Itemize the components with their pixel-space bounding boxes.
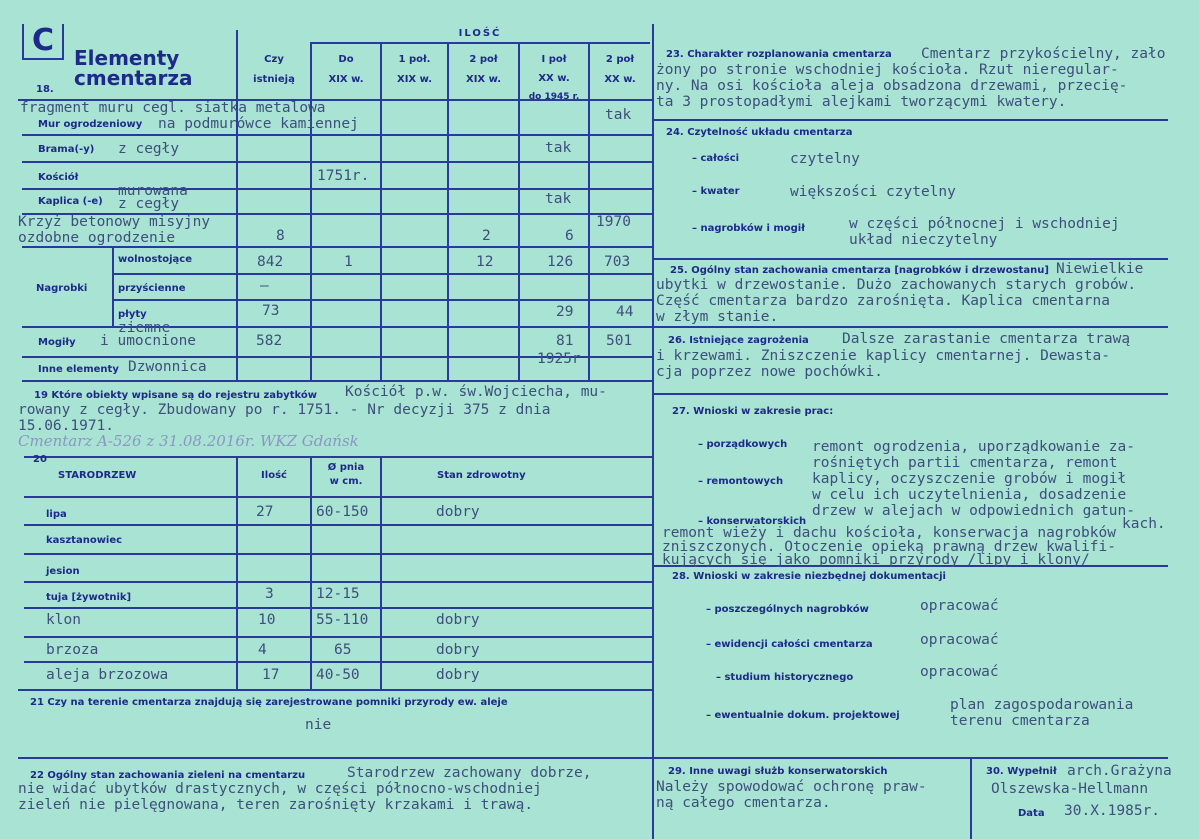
sec24-nagrobkow-label: – nagrobków i mogił — [692, 223, 805, 234]
mur-2polxx-value: tak — [605, 107, 632, 123]
sec24-nagrobkow-value-1: w części północnej i wschodniej — [849, 216, 1120, 232]
sec22-text-3: zieleń nie pielęgnowana, teren zarośnięty krzakami i trawą. — [18, 797, 534, 813]
tree-name: kasztanowiec — [46, 535, 123, 546]
sec21-answer: nie — [305, 717, 332, 733]
sec28-d-value-1: plan zagospodarowania — [950, 697, 1134, 713]
sec24-nagrobkow-value-2: układ nieczytelny — [849, 232, 998, 248]
col-2pol-xix-header — [449, 50, 518, 90]
tree-name: klon — [46, 612, 81, 628]
sec27-text-3: kaplicy, oczyszczenie grobów i mogił — [812, 471, 1127, 487]
kosciol-label: Kościół — [38, 172, 79, 183]
wolno-2polxx-value: 703 — [604, 254, 631, 270]
wolno-2polxix-value: 12 — [476, 254, 494, 270]
wolno-count-value: 842 — [257, 254, 284, 270]
przyscienne-label: przyścienne — [118, 283, 186, 294]
mogily-1polxx-value: 81 — [556, 333, 574, 349]
tree-count: 3 — [265, 586, 274, 602]
ilosc-header: ILOŚĆ — [458, 28, 502, 39]
plyty-2polxx-value: 44 — [616, 304, 634, 320]
sec21-label: 21 Czy na terenie cmentarza znajdują się zarejestrowane pomniki przyrody ew. aleje — [30, 697, 508, 708]
sec28-d-label: – ewentualnie dokum. projektowej — [706, 710, 900, 721]
col-1pol-xx-header — [520, 50, 588, 107]
sec20-number: 20 — [33, 454, 47, 465]
col-do-xix-header — [312, 50, 380, 90]
krzyz-1polxx-value: 6 — [565, 228, 574, 244]
nagrobki-label: Nagrobki — [36, 283, 88, 294]
col-exists-header — [238, 50, 310, 90]
sec28-b-value: opracować — [920, 632, 999, 648]
mogily-label: Mogiły — [38, 337, 76, 348]
title-line-2: cmentarza — [74, 66, 193, 90]
sec24-calosci-label: – całości — [692, 153, 740, 164]
sec22-text-1: Starodrzew zachowany dobrze, — [347, 765, 592, 781]
sec30-name-1: arch.Grażyna — [1067, 763, 1172, 779]
sec25-label: 25. Ogólny stan zachowania cmentarza [nagrobków i drzewostanu] — [670, 265, 1049, 276]
sec28-c-value: opracować — [920, 664, 999, 680]
sec19-handwritten-note: Cmentarz A-526 z 31.08.2016r. WKZ Gdańsk — [18, 432, 359, 450]
sec20-stan-header: Stan zdrowotny — [437, 470, 526, 481]
sec19-label: 19 Które obiekty wpisane są do rejestru zabytków — [34, 390, 317, 401]
pnia-line-1: Ø pnia — [327, 462, 365, 473]
krzyz-2polxix-value: 2 — [482, 228, 491, 244]
sec20-ilosc-header: Ilość — [261, 470, 287, 481]
col-2pol-xx-line-1: 2 poł — [605, 54, 635, 65]
inne-note: Dzwonnica — [128, 359, 207, 375]
sec27-text-7: remont wieży i dachu kościoła, konserwacja nagrobków — [662, 525, 1116, 541]
wolno-do-xix-value: 1 — [344, 254, 353, 270]
mogily-note-1: ziemne — [118, 320, 171, 336]
sec29-text-1: Należy spowodować ochronę praw- — [656, 779, 927, 795]
tree-health: dobry — [436, 612, 480, 628]
tree-name: jesion — [46, 566, 80, 577]
tree-trunk: 55-110 — [316, 612, 369, 628]
sec24-kwater-label: – kwater — [692, 186, 740, 197]
col-exists-line-2: istnieją — [253, 74, 295, 85]
wolnostojace-label: wolnostojące — [118, 254, 193, 265]
sec29-text-2: ną całego cmentarza. — [656, 795, 831, 811]
tree-name: tuja [żywotnik] — [46, 592, 132, 603]
sec28-b-label: – ewidencji całości cmentarza — [706, 639, 873, 650]
sec25-text-1: ubytki w drzewostanie. Dużo zachowanych starych grobów. — [656, 277, 1137, 293]
tree-count: 27 — [256, 504, 274, 520]
inne-label: Inne elementy — [38, 364, 119, 375]
sec27-label: 27. Wnioski w zakresie prac: — [672, 406, 834, 417]
sec30-name-2: Olszewska-Hellmann — [991, 781, 1149, 797]
sec30-date-label: Data — [1018, 808, 1045, 819]
kaplica-label: Kaplica (-e) — [38, 196, 103, 207]
kaplica-note-2: z cegły — [118, 196, 180, 212]
plyty-1polxx-value: 29 — [556, 304, 574, 320]
mogily-2polxx-value: 501 — [606, 333, 633, 349]
wolno-1polxx-value: 126 — [547, 254, 574, 270]
sec26-label: 26. Istniejące zagrożenia — [668, 335, 809, 346]
plyty-label: płyty — [118, 309, 147, 320]
kaplica-1polxx-value: tak — [545, 191, 572, 207]
col-1pol-xx-line-1: I poł — [541, 54, 567, 65]
sec23-text-1: Cmentarz przykościelny, zało — [921, 46, 1166, 62]
sec27-text-8: zniszczonych. Otoczenie opieką prawną drzew kwalifi- — [662, 539, 1116, 555]
col-do-xix-line-2: XIX w. — [328, 74, 364, 85]
col-2pol-xix-line-2: XIX w. — [465, 74, 502, 85]
sec30-label: 30. Wypełnił — [986, 766, 1057, 777]
col-1pol-xix-header — [382, 50, 447, 90]
inne-1polxx-value: 1925r — [537, 351, 581, 367]
section-number: 18. — [36, 84, 54, 95]
tree-trunk: 12-15 — [316, 586, 360, 602]
starodrzew-header: STARODRZEW — [58, 470, 137, 481]
sec25-text-0: Niewielkie — [1056, 261, 1144, 277]
col-2pol-xix-line-1: 2 poł — [469, 54, 498, 65]
sec23-text-2: żony po stronie wschodniej kościoła. Rzut nieregular- — [656, 62, 1119, 78]
col-exists-line-1: Czy — [264, 54, 284, 65]
col-1pol-xix-line-1: 1 poł. — [398, 54, 431, 65]
sec22-label: 22 Ogólny stan zachowania zieleni na cmentarzu — [30, 770, 306, 781]
kosciol-do-xix-value: 1751r. — [317, 168, 370, 184]
col-1pol-xix-line-2: XIX w. — [396, 74, 433, 85]
col-1pol-xx-line-3: do 1945 r. — [528, 92, 580, 102]
sec27-text-6: kach. — [1122, 516, 1166, 532]
sec24-calosci-value: czytelny — [790, 151, 860, 167]
tree-name: brzoza — [46, 642, 99, 658]
przyscienne-count-value: – — [260, 278, 269, 294]
sec23-text-3: ny. Na osi kościoła aleja obsadzona drzewami, przecię- — [656, 78, 1128, 94]
sec27-text-5: drzew w alejach w odpowiednich gatun- — [812, 503, 1136, 519]
krzyz-note-1: Krzyż betonowy misyjny — [18, 214, 211, 230]
sec27-kons-label: – konserwatorskich — [698, 516, 807, 527]
sec27-text-4: w celu ich uczytelnienia, dosadzenie — [812, 487, 1127, 503]
tree-count: 4 — [258, 642, 267, 658]
mogily-note-2: i umocnione — [100, 333, 197, 349]
sec27-text-1: remont ogrodzenia, uporządkowanie za- — [812, 439, 1136, 455]
col-2pol-xx-line-2: XX w. — [604, 74, 636, 85]
krzyz-count-value: 8 — [276, 228, 285, 244]
sec27-remo-label: – remontowych — [698, 476, 784, 487]
krzyz-2polxx-value: 1970 — [596, 214, 631, 230]
sec22-text-2: nie widać ubytków drastycznych, w części północno-wschodniej — [18, 781, 542, 797]
brama-note: z cegły — [118, 141, 180, 157]
tree-trunk: 65 — [334, 642, 352, 658]
mogily-count-value: 582 — [256, 333, 283, 349]
tree-health: dobry — [436, 642, 480, 658]
sec19-text-3: 15.06.1971. — [18, 418, 115, 434]
sec20-pnia-header — [312, 461, 380, 489]
tree-trunk: 40-50 — [316, 667, 360, 683]
sec24-kwater-value: większości czytelny — [790, 184, 956, 200]
tree-trunk: 60-150 — [316, 504, 369, 520]
tree-name: aleja brzozowa — [46, 667, 169, 683]
kaplica-note-1: murowana — [118, 183, 188, 199]
sec25-text-3: w złym stanie. — [656, 309, 779, 325]
sec26-text-0: Dalsze zarastanie cmentarza trawą — [842, 331, 1131, 347]
title-line-1: Elementy — [74, 46, 180, 70]
sec28-d-value-2: terenu cmentarza — [950, 713, 1090, 729]
tree-count: 17 — [262, 667, 280, 683]
sec19-text-2: rowany z cegły. Zbudowany po r. 1751. - Nr decyzji 375 z dnia — [18, 402, 551, 418]
sec28-a-value: opracować — [920, 598, 999, 614]
plyty-count-value: 73 — [262, 303, 280, 319]
sec27-text-2: rośniętych partii cmentarza, remont — [812, 455, 1118, 471]
col-1pol-xx-line-2: XX w. — [538, 73, 570, 84]
sec19-text-1: Kościół p.w. św.Wojciecha, mu- — [345, 384, 607, 400]
tree-health: dobry — [436, 504, 480, 520]
tree-name: lipa — [46, 509, 67, 520]
sec23-label: 23. Charakter rozplanowania cmentarza — [666, 49, 892, 60]
brama-1polxx-value: tak — [545, 140, 572, 156]
mur-label: Mur ogrodzeniowy — [38, 119, 143, 130]
sec27-text-9: kujących się jako pomniki przyrody /lipy i klony/ — [662, 552, 1090, 568]
tree-health: dobry — [436, 667, 480, 683]
col-2pol-xx-header — [590, 50, 650, 90]
sec25-text-2: Część cmentarza bardzo zarośnięta. Kaplica cmentarna — [656, 293, 1110, 309]
sec26-text-1: i krzewami. Zniszczenie kaplicy cmentarnej. Dewasta- — [656, 348, 1110, 364]
sec28-a-label: – poszczególnych nagrobków — [706, 604, 869, 615]
col-do-xix-line-1: Do — [338, 54, 354, 65]
mur-note-1: fragment muru cegl. siatka metalowa — [20, 100, 326, 116]
sec29-label: 29. Inne uwagi służb konserwatorskich — [668, 766, 888, 777]
sec26-text-2: cja poprzez nowe pochówki. — [656, 364, 883, 380]
sec30-date-value: 30.X.1985r. — [1064, 803, 1161, 819]
sec28-label: 28. Wnioski w zakresie niezbędnej dokumentacji — [672, 571, 946, 582]
tree-count: 10 — [258, 612, 276, 628]
sec24-label: 24. Czytelność układu cmentarza — [666, 127, 853, 138]
sec27-porz-label: – porządkowych — [698, 439, 788, 450]
brama-label: Brama(-y) — [38, 144, 95, 155]
sec28-c-label: – studium historycznego — [716, 672, 854, 683]
krzyz-note-2: ozdobne ogrodzenie — [18, 230, 176, 246]
page-title — [74, 48, 193, 88]
sec23-text-4: ta 3 prostopadłymi alejkami tworzącymi kwatery. — [656, 94, 1067, 110]
mur-note-2: na podmurówce kamiennej — [158, 116, 359, 132]
pnia-line-2: w cm. — [329, 476, 363, 487]
section-letter-box: C — [22, 24, 64, 60]
